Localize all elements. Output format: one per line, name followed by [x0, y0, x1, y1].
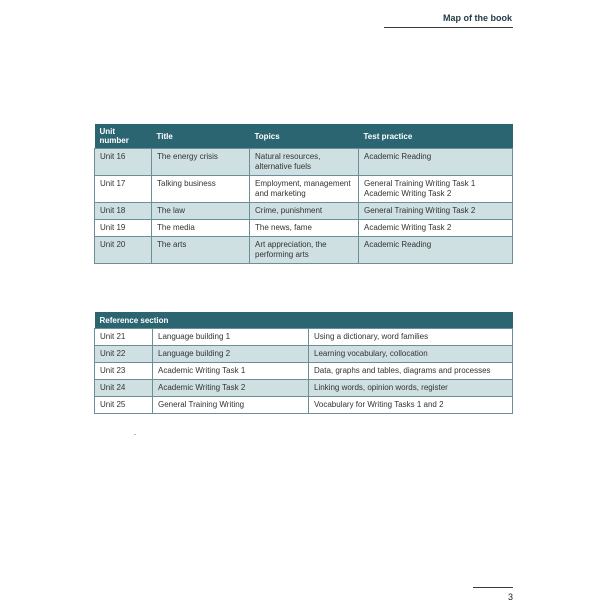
title-cell: The arts	[152, 237, 250, 264]
unit-number-cell: Unit 18	[95, 203, 152, 220]
title-cell: Talking business	[152, 176, 250, 203]
table-row	[95, 363, 513, 380]
description-cell: Using a dictionary, word families	[309, 329, 513, 346]
description-cell: Vocabulary for Writing Tasks 1 and 2	[309, 397, 513, 414]
footer-rule	[473, 587, 513, 588]
description-cell: Linking words, opinion words, register	[309, 380, 513, 397]
unit-number-cell: Unit 23	[95, 363, 153, 380]
test-practice-cell: General Training Writing Task 1 Academic Writing Task 2	[359, 176, 513, 203]
title-cell: Academic Writing Task 2	[153, 380, 309, 397]
unit-number-cell: Unit 25	[95, 397, 153, 414]
title-cell: General Training Writing	[153, 397, 309, 414]
description-cell: Data, graphs and tables, diagrams and processes	[309, 363, 513, 380]
test-practice-cell: General Training Writing Task 2	[359, 203, 513, 220]
reference-table	[94, 312, 513, 414]
table-row	[95, 237, 513, 264]
title-cell: The media	[152, 220, 250, 237]
table-row	[95, 380, 513, 397]
unit-number-cell: Unit 19	[95, 220, 152, 237]
table-row	[95, 346, 513, 363]
units-table-header-row	[95, 124, 513, 149]
description-cell: Learning vocabulary, collocation	[309, 346, 513, 363]
table-row	[95, 149, 513, 176]
unit-number-cell: Unit 17	[95, 176, 152, 203]
test-practice-cell: Academic Reading	[359, 237, 513, 264]
units-table	[94, 124, 513, 264]
title-cell: Academic Writing Task 1	[153, 363, 309, 380]
header-unit-number: Unit number	[95, 124, 152, 149]
header-topics: Topics	[250, 124, 359, 149]
header-rule	[384, 27, 513, 28]
table-row	[95, 329, 513, 346]
unit-number-cell: Unit 20	[95, 237, 152, 264]
title-cell: Language building 2	[153, 346, 309, 363]
title-cell: The law	[152, 203, 250, 220]
topics-cell: Natural resources, alternative fuels	[250, 149, 359, 176]
test-practice-cell: Academic Writing Task 2	[359, 220, 513, 237]
reference-table-header-row	[95, 312, 513, 329]
topics-cell: The news, fame	[250, 220, 359, 237]
unit-number-cell: Unit 24	[95, 380, 153, 397]
title-cell: Language building 1	[153, 329, 309, 346]
reference-section-header: Reference section	[95, 312, 513, 329]
topics-cell: Art appreciation, the performing arts	[250, 237, 359, 264]
title-cell: The energy crisis	[152, 149, 250, 176]
table-row	[95, 397, 513, 414]
table-row	[95, 176, 513, 203]
page-number: 3	[507, 592, 513, 602]
unit-number-cell: Unit 21	[95, 329, 153, 346]
header-title: Title	[152, 124, 250, 149]
table-row	[95, 203, 513, 220]
page-speck	[134, 434, 136, 435]
topics-cell: Crime, punishment	[250, 203, 359, 220]
test-practice-cell: Academic Reading	[359, 149, 513, 176]
topics-cell: Employment, management and marketing	[250, 176, 359, 203]
page-header-title: Map of the book	[443, 13, 512, 23]
unit-number-cell: Unit 22	[95, 346, 153, 363]
unit-number-cell: Unit 16	[95, 149, 152, 176]
header-test-practice: Test practice	[359, 124, 513, 149]
table-row	[95, 220, 513, 237]
